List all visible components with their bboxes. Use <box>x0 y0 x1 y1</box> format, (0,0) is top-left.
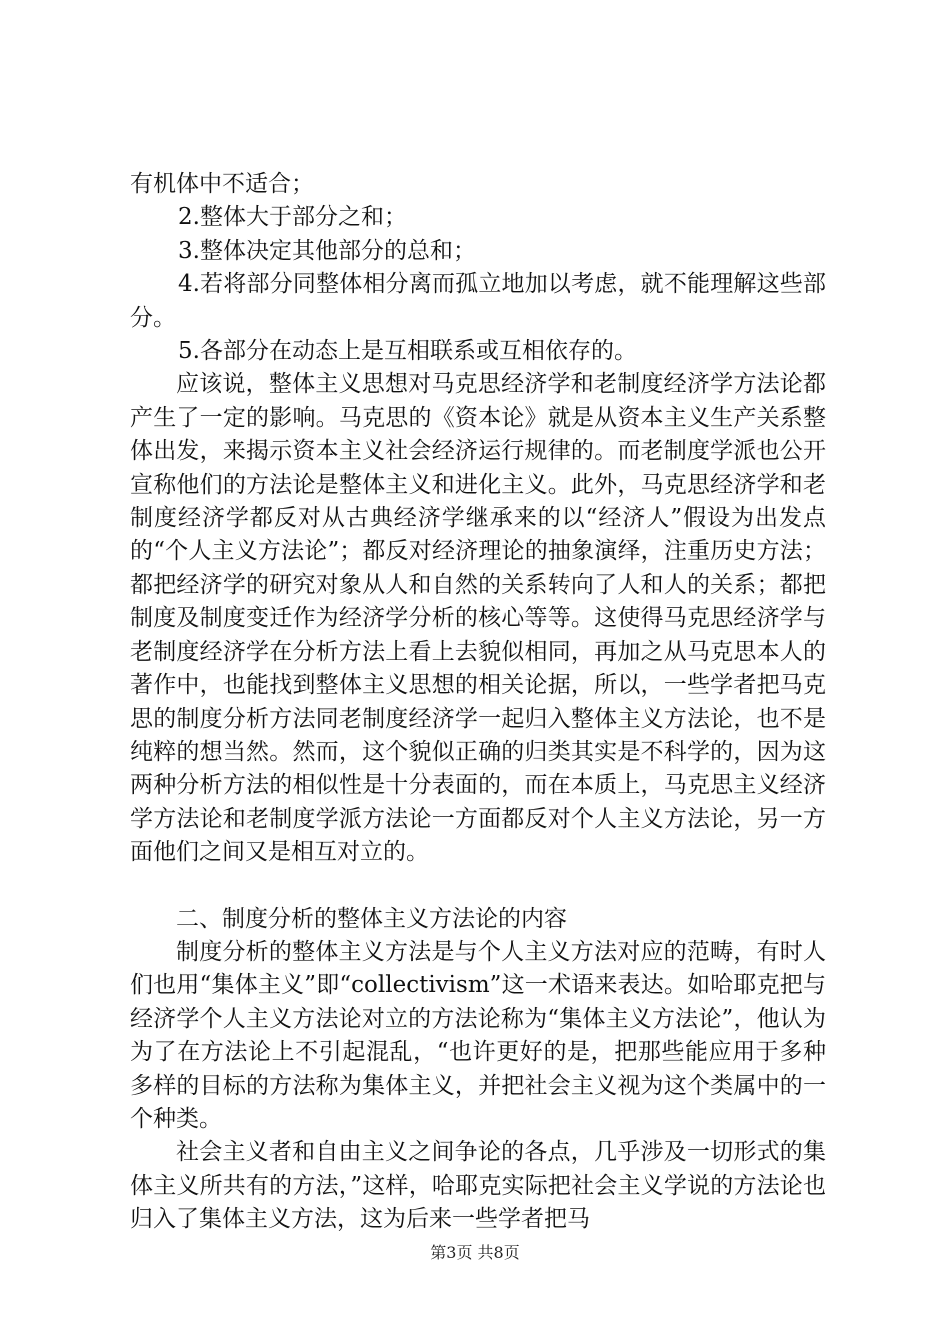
page-footer: 第3页 共8页 <box>430 1243 520 1262</box>
list-item-5: 5.各部分在动态上是互相联系或互相依存的。 <box>178 338 637 365</box>
body-text <box>130 168 826 1237</box>
list-item-4: 4.若将部分同整体相分离而孤立地加以考虑，就不能理解这些部分。 <box>130 271 826 331</box>
paragraph-collectivism: 制度分析的整体主义方法是与个人主义方法对应的范畴，有时人们也用“集体主义”即“collectivism”这一术语来表达。如哈耶克把与经济学个人主义方法论对立的方法论称为“集体主义方法论”，他认为为了在方法论上不引起混乱，“也许更好的是，把那些能应用于多种多样的目标的方法称为集体主义，并把社会主义视为这个类属中的一个种类。 <box>130 938 826 1132</box>
paragraph-socialism: 社会主义者和自由主义之间争论的各点，几乎涉及一切形式的集体主义所共有的方法，”这样，哈耶克实际把社会主义学说的方法论也归入了集体主义方法，这为后来一些学者把马 <box>130 1139 826 1233</box>
list-item-3: 3.整体决定其他部分的总和； <box>178 237 476 264</box>
list-item-2: 2.整体大于部分之和； <box>178 204 407 231</box>
paragraph-influence: 应该说，整体主义思想对马克思经济学和老制度经济学方法论都产生了一定的影响。马克思的《资本论》就是从资本主义生产关系整体出发，来揭示资本主义社会经济运行规律的。而老制度学派也公开宣称他们的方法论是整体主义和进化主义。此外，马克思经济学和老制度经济学都反对从古典经济学继承来的以“经济人”假设为出发点的“个人主义方法论”；都反对经济理论的抽象演绎，注重历史方法；都把经济学的研究对象从人和自然的关系转向了人和人的关系；都把制度及制度变迁作为经济学分析的核心等等。这使得马克思经济学与老制度经济学在分析方法上看上去貌似相同，再加之从马克思本人的著作中，也能找到整体主义思想的相关论据，所以，一些学者把马克思的制度分析方法同老制度经济学一起归入整体主义方法论，也不是纯粹的想当然。然而，这个貌似正确的归类其实是不科学的，因为这两种分析方法的相似性是十分表面的，而在本质上，马克思主义经济学方法论和老制度学派方法论一方面都反对个人主义方法论，另一方面他们之间又是相互对立的。 <box>130 371 826 866</box>
paragraph-continuation: 有机体中不适合； <box>130 171 314 197</box>
section-heading: 二、制度分析的整体主义方法论的内容 <box>176 905 567 932</box>
paragraph-gap <box>130 870 826 903</box>
